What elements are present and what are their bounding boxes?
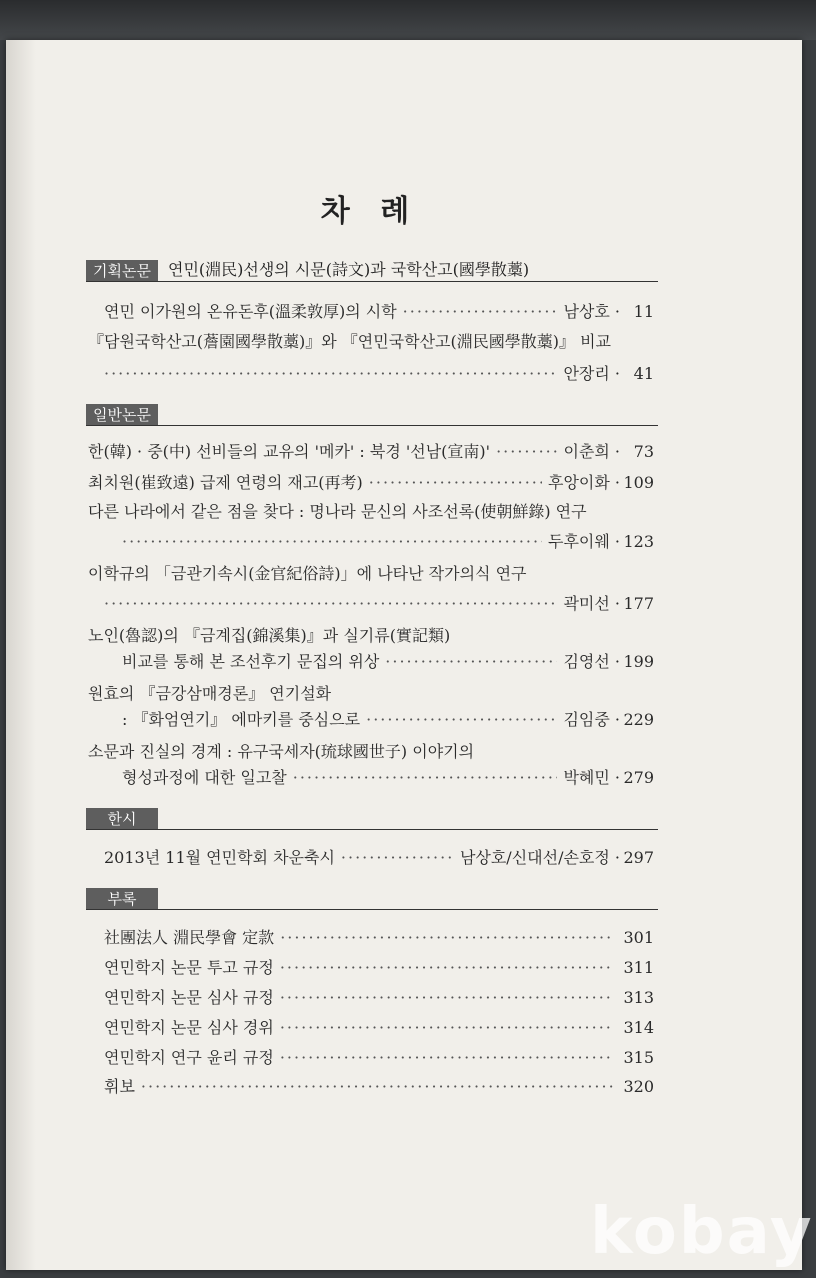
- entry-title[interactable]: 『담원국학산고(薝園國學散藁)』와 『연민국학산고(淵民國學散藁)』 비교: [88, 332, 611, 351]
- entry-subtitle: 비교를 통해 본 조선후기 문집의 위상: [122, 652, 380, 671]
- toc-entry[interactable]: [104, 592, 654, 616]
- dot-leader: [403, 300, 558, 324]
- entry-title[interactable]: 노인(魯認)의 『금계집(錦溪集)』과 실기류(實記類): [88, 626, 451, 645]
- entry-subtitle: : 『화엄연기』 에마키를 중심으로: [122, 710, 361, 729]
- section-rule: [86, 829, 658, 830]
- entry-title: 2013년 11월 연민학회 차운축시: [104, 848, 335, 867]
- section-tag: 일반논문: [86, 404, 158, 426]
- dot-leader: [385, 650, 557, 674]
- dot-leader: [293, 766, 558, 790]
- entry-page: 229: [623, 710, 654, 729]
- toc-entry[interactable]: [104, 956, 654, 980]
- entry-page: 73: [633, 442, 654, 461]
- toc-entry[interactable]: [104, 1046, 654, 1070]
- entry-page: 123: [623, 532, 654, 551]
- entry-page: 311: [623, 958, 654, 977]
- entry-page: 177: [623, 594, 654, 613]
- entry-author: 박혜민 ·: [563, 768, 620, 787]
- entry-page: 11: [633, 302, 654, 321]
- toc-entry[interactable]: [122, 766, 654, 790]
- toc-entry[interactable]: [104, 362, 654, 386]
- entry-author: 이춘희 ·: [563, 442, 620, 461]
- section-header-poetry: [86, 806, 658, 830]
- dot-leader: [496, 440, 557, 464]
- dot-leader: [341, 846, 454, 870]
- entry-title: 연민학지 논문 심사 규정: [104, 988, 274, 1007]
- section-header-general: [86, 402, 658, 426]
- dot-leader: [366, 708, 557, 732]
- dot-leader: [104, 362, 557, 386]
- dot-leader: [122, 530, 542, 554]
- dot-leader: [280, 926, 614, 950]
- toc-entry[interactable]: [122, 708, 654, 732]
- entry-author: 김영선 ·: [563, 652, 620, 671]
- entry-page: 320: [623, 1077, 654, 1096]
- dot-leader: [280, 956, 614, 980]
- dot-leader: [369, 471, 542, 495]
- toc-entry[interactable]: [104, 986, 654, 1010]
- dot-leader: [280, 986, 614, 1010]
- section-rule: [86, 909, 658, 910]
- toc-entry[interactable]: [104, 926, 654, 950]
- toc-entry[interactable]: [104, 1075, 654, 1099]
- dot-leader: [280, 1046, 614, 1070]
- entry-author: 김임중 ·: [563, 710, 620, 729]
- section-rule: [86, 281, 658, 282]
- entry-page: 314: [623, 1018, 654, 1037]
- toc-entry[interactable]: [122, 530, 654, 554]
- toc-entry[interactable]: [122, 650, 654, 674]
- section-header-planning: [86, 258, 658, 282]
- toc-entry[interactable]: [104, 300, 654, 324]
- entry-title: 연민학지 논문 투고 규정: [104, 958, 274, 977]
- entry-author: 남상호/신대선/손호정 ·: [459, 848, 620, 867]
- entry-page: 279: [623, 768, 654, 787]
- entry-page: 313: [623, 988, 654, 1007]
- watermark-logo: kobay: [590, 1195, 814, 1269]
- entry-page: 199: [623, 652, 654, 671]
- book-top-edge: [0, 0, 816, 40]
- entry-title[interactable]: 다른 나라에서 같은 점을 찾다 : 명나라 문신의 사조선록(使朝鮮錄) 연구: [88, 502, 587, 521]
- entry-title: 연민 이가원의 온유돈후(溫柔敦厚)의 시학: [104, 302, 397, 321]
- dot-leader: [280, 1016, 614, 1040]
- section-rule: [86, 425, 658, 426]
- dot-leader: [104, 592, 557, 616]
- entry-author: 안장리 ·: [563, 364, 620, 383]
- toc-entry[interactable]: [104, 846, 654, 870]
- entry-title[interactable]: 소문과 진실의 경계 : 유구국세자(琉球國世子) 이야기의: [88, 742, 475, 761]
- entry-title: 연민학지 연구 윤리 규정: [104, 1048, 274, 1067]
- toc-entry[interactable]: [88, 440, 654, 464]
- entry-page: 315: [623, 1048, 654, 1067]
- entry-author: 두후이웨 ·: [548, 532, 620, 551]
- dot-leader: [141, 1075, 614, 1099]
- entry-title: 社團法人 淵民學會 定款: [104, 928, 275, 947]
- entry-title: 한(韓) · 중(中) 선비들의 교유의 '메카' : 북경 '선남(宣南)': [88, 442, 491, 461]
- section-subtitle: 연민(淵民)선생의 시문(詩文)과 국학산고(國學散藁): [168, 260, 530, 279]
- toc-entry[interactable]: [88, 471, 654, 495]
- entry-author: 곽미선 ·: [563, 594, 620, 613]
- entry-page: 297: [623, 848, 654, 867]
- entry-title[interactable]: 이학규의 「금관기속시(金官紀俗詩)」에 나타난 작가의식 연구: [88, 564, 527, 583]
- entry-author: 남상호 ·: [563, 302, 620, 321]
- entry-subtitle: 형성과정에 대한 일고찰: [122, 768, 287, 787]
- entry-title[interactable]: 원효의 『금강삼매경론』 연기설화: [88, 684, 332, 703]
- entry-page: 301: [623, 928, 654, 947]
- entry-author: 후앙이화 ·: [548, 473, 620, 492]
- section-header-appendix: [86, 886, 658, 910]
- section-tag: 한시: [86, 808, 158, 830]
- entry-title: 연민학지 논문 심사 경위: [104, 1018, 274, 1037]
- entry-page: 41: [633, 364, 654, 383]
- entry-title: 최치원(崔致遠) 급제 연령의 재고(再考): [88, 473, 363, 492]
- toc-entry[interactable]: [104, 1016, 654, 1040]
- entry-title: 휘보: [104, 1077, 135, 1096]
- section-tag: 부록: [86, 888, 158, 910]
- page-title: 차 례: [320, 194, 420, 229]
- section-tag: 기획논문: [86, 260, 158, 282]
- entry-page: 109: [623, 473, 654, 492]
